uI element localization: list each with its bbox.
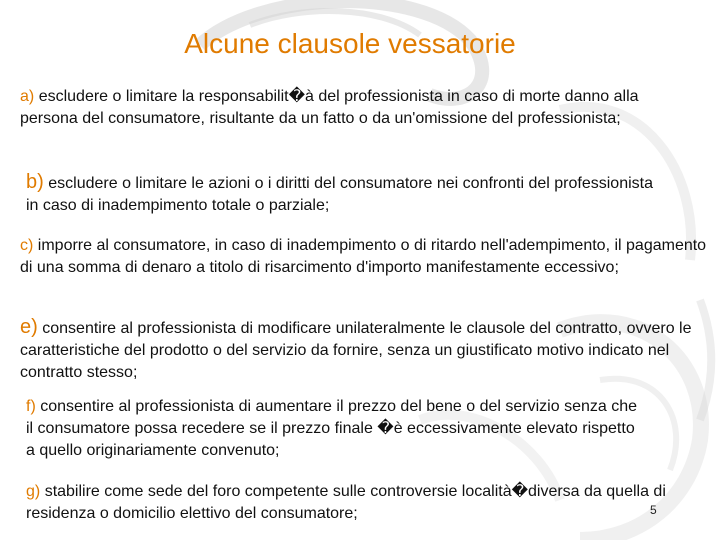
clause-letter: f): [26, 398, 36, 415]
clause-letter: a): [20, 88, 35, 105]
clause-c: [20, 235, 710, 279]
clause-f: [26, 396, 646, 462]
clause-letter: e): [20, 316, 38, 338]
clause-b: [26, 171, 666, 217]
clause-text: imporre al consumatore, in caso di inadempimento o di ritardo nell'adempimento, il pagamento di una somma di denaro a titolo di risarcimento d'importo manifestamente eccessivo;: [20, 237, 707, 276]
clause-text: consentire al professionista di modificare unilateralmente le clausole del contratto, ovvero le caratteristiche del prodotto o del servizio da fornire, senza un giustificato motivo indicato nel contratto stesso;: [20, 320, 692, 381]
clause-text: consentire al professionista di aumentare il prezzo del bene o del servizio senza che il consumatore possa recedere se il prezzo finale �è eccessivamente elevato rispetto a quello originariamente convenuto;: [26, 398, 638, 459]
clause-text: escludere o limitare la responsabilit�à del professionista in caso di morte danno alla persona del consumatore, risultante da un fatto o da un'omissione del professionista;: [20, 88, 639, 127]
clause-a: [20, 86, 700, 130]
clause-text: stabilire come sede del foro competente sulle controversie località�diversa da quella di residenza o domicilio elettivo del consumatore;: [26, 483, 666, 522]
clause-text: escludere o limitare le azioni o i diritti del consumatore nei confronti del professionista in caso di inadempimento totale o parziale;: [26, 175, 653, 214]
clause-g: [26, 481, 686, 525]
clause-letter: c): [20, 237, 34, 254]
clause-letter: g): [26, 483, 41, 500]
page-number: 5: [650, 503, 657, 517]
slide-title: Alcune clausole vessatorie: [184, 28, 516, 59]
clause-letter: b): [26, 171, 44, 193]
clause-e: [20, 316, 700, 384]
